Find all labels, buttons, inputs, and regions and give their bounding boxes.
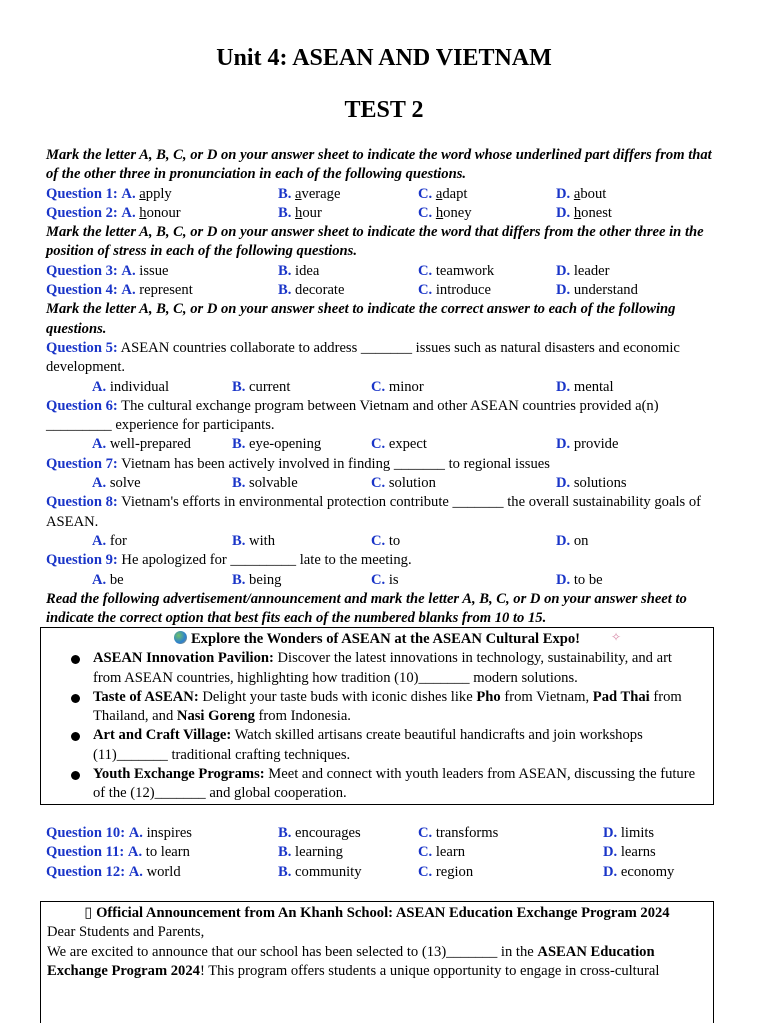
question-1: Question 1: A. apply B. average C. adapt D. about (46, 185, 607, 202)
question-6-stem: Question 6: The cultural exchange program between Vietnam and other ASEAN countries provided a(n) _________ experience for participants. (46, 397, 659, 434)
question-5-options: A. individual B. current C. minor D. mental (92, 378, 614, 395)
question-9-stem: Question 9: He apologized for _________ late to the meeting. (46, 552, 412, 569)
globe-icon (174, 631, 187, 644)
question-7-stem: Question 7: Vietnam has been actively involved in finding _______ to regional issues (46, 455, 550, 472)
list-item: ASEAN Innovation Pavilion: Discover the latest innovations in technology, sustainability, and art from ASEAN countries, highlighting how tradition (10)_______ modern solutions. (41, 649, 713, 688)
question-label: Question 1: (46, 185, 118, 202)
section-pronunciation (46, 146, 726, 628)
instruction-correct-answer: Mark the letter A, B, C, or D on your answer sheet to indicate the correct answer to each of the following questions. (46, 301, 676, 337)
question-2: Question 2: A. honour B. hour C. honey D. honest (46, 204, 612, 221)
question-4: Question 4: A. represent B. decorate C. introduce D. understand (46, 282, 638, 299)
advertisement-heading: Explore the Wonders of ASEAN at the ASEAN Cultural Expo! (41, 630, 713, 649)
placeholder-icon: ▯ (84, 905, 93, 921)
test-title: TEST 2 (344, 97, 424, 123)
instruction-stress: Mark the letter A, B, C, or D on your answer sheet to indicate the word that differs from the other three in the position of stress in each of the following questions. (46, 224, 704, 260)
question-6-options: A. well-prepared B. eye-opening C. expect D. provide (92, 436, 619, 453)
bullet-icon (71, 694, 80, 703)
party-popper-icon: ✧ (610, 630, 621, 644)
list-item: Youth Exchange Programs: Meet and connect with youth leaders from ASEAN, discussing the future of the (12)_______ and global cooperation. (41, 765, 713, 804)
question-8-stem: Question 8: Vietnam's efforts in environmental protection contribute _______ the overall sustainability goals of ASEAN. (46, 494, 701, 530)
announcement-greeting: Dear Students and Parents, (47, 924, 205, 941)
question-9-options: A. be B. being C. is D. to be (92, 571, 603, 588)
instruction-pronunciation: Mark the letter A, B, C, or D on your answer sheet to indicate the word whose underlined part differs from that of the other three in pronunciation in each of the following questions. (46, 147, 712, 183)
list-item: Taste of ASEAN: Delight your taste buds with iconic dishes like Pho from Vietnam, Pad Thai from Thailand, and Nasi Goreng from Indonesia. (41, 688, 713, 727)
advertisement-box (40, 627, 714, 805)
question-7-options: A. solve B. solvable C. solution D. solutions (92, 475, 627, 492)
announcement-paragraph: We are excited to announce that our school has been selected to (13)_______ in the ASEAN Education Exchange Program 2024! This program offers students a unique opportunity to engage in cross-cultural (47, 943, 660, 979)
announcement-heading: ▯ Official Announcement from An Khanh School: ASEAN Education Exchange Program 2024 (84, 905, 670, 921)
page-title: Unit 4: ASEAN AND VIETNAM (216, 45, 552, 71)
announcement-box (40, 901, 714, 1023)
bullet-icon (71, 655, 80, 664)
section-ad-questions (46, 824, 726, 882)
question-3: Question 3: A. issue B. idea C. teamwork D. leader (46, 262, 610, 279)
question-label: Question 2: (46, 204, 118, 221)
question-11: Question 11: A. to learn B. learning C. learn D. learns (46, 844, 656, 861)
instruction-reading: Read the following advertisement/announcement and mark the letter A, B, C, or D on your answer sheet to indicate the correct option that best fits each of the numbered blanks from 10 to 15. (46, 590, 687, 627)
bullet-icon (71, 732, 80, 741)
bullet-icon (71, 771, 80, 780)
list-item: Art and Craft Village: Watch skilled artisans create beautiful handicrafts and join workshops (11)_______ traditional crafting techniques. (41, 726, 713, 765)
question-12: Question 12: A. world B. community C. region D. economy (46, 863, 675, 880)
question-10: Question 10: A. inspires B. encourages C. transforms D. limits (46, 825, 655, 841)
question-5-stem: Question 5: ASEAN countries collaborate to address _______ issues such as natural disasters and economic development. (46, 339, 680, 376)
question-8-options: A. for B. with C. to D. on (92, 532, 589, 549)
